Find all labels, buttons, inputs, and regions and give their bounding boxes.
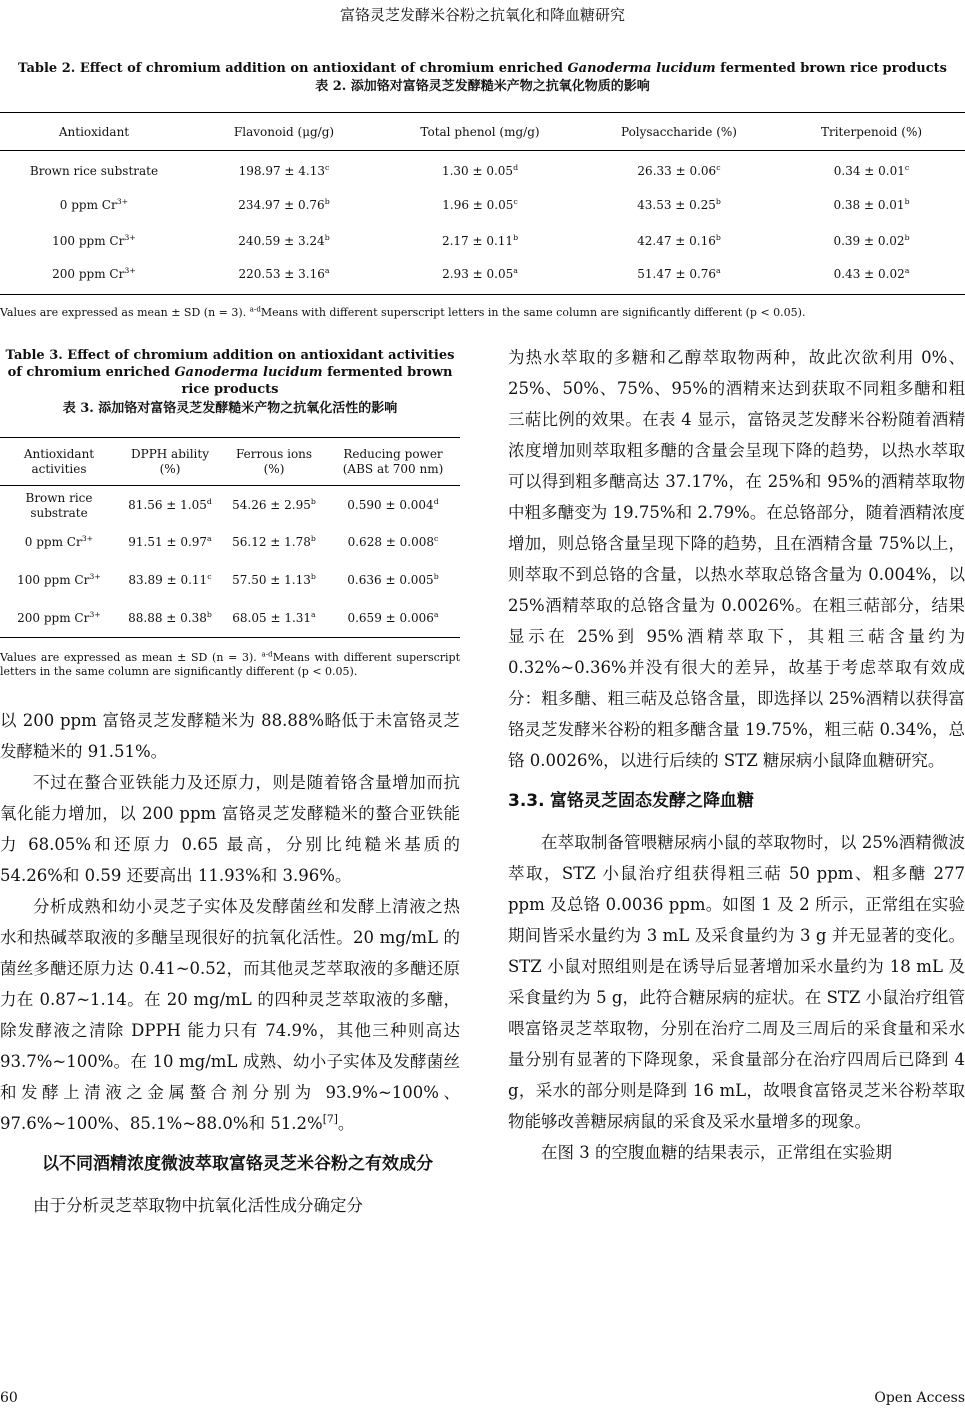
- table2-cell: [580, 259, 778, 295]
- table3-cell: [222, 562, 326, 600]
- page-number: 60: [0, 1390, 18, 1406]
- paragraph: 不过在螯合亚铁能力及还原力，则是随着铬含量增加而抗氧化能力增加，以 200 ppm 富铬灵芝发酵糙米的螯合亚铁能力 68.05%和还原力 0.65 最高，分别比纯糙米基质的 54.26%和 0.59 还要高出 11.93%和 3.96%。: [0, 773, 460, 885]
- significance-letter: d: [206, 497, 212, 507]
- cell-value: 54.26 ± 2.95: [232, 498, 311, 513]
- table2-cell: [778, 187, 965, 223]
- table2-cell: [380, 259, 580, 295]
- row-label-text: 100 ppm Cr: [52, 233, 125, 248]
- table2-caption: [0, 60, 965, 96]
- significance-letter: b: [310, 534, 316, 543]
- cell-value: 91.51 ± 0.97: [128, 535, 208, 549]
- significance-letter: c: [716, 162, 721, 172]
- table3-cell: [222, 600, 326, 638]
- row-label-text: Brown rice: [25, 490, 93, 505]
- table3-row: [0, 486, 460, 524]
- cell-value: 0.590 ± 0.004: [347, 498, 434, 513]
- significance-letter: c: [325, 162, 330, 172]
- left-column: [0, 705, 460, 1221]
- table3-cell: [222, 524, 326, 562]
- row-label-text: 200 ppm Cr: [52, 267, 125, 282]
- row-label-sup: 3+: [81, 534, 94, 543]
- cell-value: 83.89 ± 0.11: [128, 573, 208, 587]
- table3-cell: [118, 562, 222, 600]
- table3-cell: [118, 600, 222, 638]
- significance-letter: b: [715, 196, 721, 206]
- table3-cell: [326, 486, 460, 524]
- paragraph: 分析成熟和幼小灵芝子实体及发酵菌丝和发酵上清液之热水和热碱萃取液的多醣呈现很好的抗氧化活性。20 mg/mL 的菌丝多醣还原力达 0.41~0.52，而其他灵芝萃取液的多醣还原力在 0.87~1.14。在 20 mg/mL 的四种灵芝萃取液的多醣，除发酵液之清除 DPPH 能力只有 74.9%，其他三种则高达 93.7%~100%。在 10 mg/mL 成熟、幼小子实体及发酵菌丝和发酵上清液之金属螯合剂分别为 93.9%~100%、97.6%~100%、85.1%~88.0%和 51.2%[7]。: [0, 897, 460, 1133]
- table2-note: Values are expressed as mean ± SD (n = 3). $^{a-d}$Means with different superscript letters in the same column are significantly different (p < 0.05).: [0, 304, 806, 319]
- significance-letter: a: [433, 609, 439, 619]
- cell-value: 43.53 ± 0.25: [637, 197, 716, 212]
- table2-row: [0, 259, 965, 295]
- cell-value: 0.38 ± 0.01: [833, 197, 905, 212]
- cell-value: 0.39 ± 0.02: [833, 233, 905, 248]
- significance-letter: b: [324, 196, 330, 206]
- row-label-text: Brown rice substrate: [29, 163, 159, 178]
- table3-row-label: [0, 486, 118, 524]
- table3-cell: [326, 562, 460, 600]
- significance-letter: b: [310, 497, 316, 507]
- cell-value: 2.93 ± 0.05: [442, 267, 514, 282]
- table2-cell: [778, 259, 965, 295]
- paragraph: 在萃取制备管喂糖尿病小鼠的萃取物时，以 25%酒精微波萃取，STZ 小鼠治疗组获得粗三萜 50 ppm、粗多醣 277 ppm 及总铬 0.0036 ppm。如图 1 及 2 所示，正常组在实验期间皆采水量约为 3 mL 及采食量约为 3 g 并无显著的变化。STZ 小鼠对照组则是在诱导后显著增加采水量约为 18 mL 及采食量约为 5 g，此符合糖尿病的症状。在 STZ 小鼠治疗组管喂富铬灵芝萃取物，分别在治疗二周及三周后的采食量和采水量分别有显著的下降现象，采食量部分在治疗四周后已降到 4 g，采水的部分则是降到 16 mL，故喂食富铬灵芝米谷粉萃取物能够改善糖尿病鼠的采食及采水量增多的现象。: [508, 833, 965, 1131]
- table2-cell: [778, 223, 965, 259]
- cell-value: 240.59 ± 3.24: [238, 233, 325, 248]
- cell-value: 51.47 ± 0.76: [637, 267, 717, 282]
- significance-letter: a: [311, 609, 316, 619]
- table2-header-row: [0, 113, 965, 151]
- cell-value: 1.96 ± 0.05: [442, 197, 514, 212]
- row-label-text: 100 ppm Cr: [17, 573, 90, 587]
- table3-cell: [326, 600, 460, 638]
- paragraph: 以 200 ppm 富铬灵芝发酵糙米为 88.88%略低于未富铬灵芝发酵糙米的 91.51%。: [0, 711, 460, 761]
- row-label-sup: 3+: [124, 266, 136, 276]
- row-label-text: 200 ppm Cr: [17, 610, 90, 625]
- row-label-sup: 3+: [89, 572, 101, 581]
- significance-letter: b: [310, 572, 316, 581]
- cell-value: 42.47 ± 0.16: [637, 233, 716, 248]
- table3-row: [0, 524, 460, 562]
- significance-letter: a: [904, 266, 910, 276]
- table3-header-cell: Antioxidant activities: [0, 438, 118, 486]
- table2-cell: [580, 151, 778, 187]
- table2-row: [0, 151, 965, 187]
- cell-value: 220.53 ± 3.16: [238, 267, 325, 282]
- table3-cell: [118, 486, 222, 524]
- significance-letter: d: [433, 497, 439, 507]
- table3-row-label: [0, 562, 118, 600]
- table3-header-row: [0, 438, 460, 486]
- table3-cell: [326, 524, 460, 562]
- table3-header-cell: Ferrous ions (%): [222, 438, 326, 486]
- significance-letter: b: [433, 572, 439, 581]
- cell-value: 68.05 ± 1.31: [232, 610, 312, 625]
- cell-value: 88.88 ± 0.38: [128, 610, 207, 625]
- paragraph: 由于分析灵芝萃取物中抗氧化活性成分确定分: [33, 1196, 363, 1215]
- cell-value: 81.56 ± 1.05: [128, 498, 207, 513]
- significance-letter: a: [207, 534, 212, 543]
- row-label-sup: 3+: [116, 196, 129, 206]
- table2-cell: [188, 187, 380, 223]
- table2-cell: [580, 223, 778, 259]
- section-heading-3-3: 3.3. 富铬灵芝固态发酵之降血糖: [508, 791, 754, 811]
- table3-row-label: [0, 600, 118, 638]
- table2: [0, 112, 965, 295]
- table3: [0, 437, 460, 638]
- significance-letter: a: [513, 266, 518, 276]
- row-label-text: 0 ppm Cr: [59, 197, 117, 212]
- table3-header-cell: DPPH ability (%): [118, 438, 222, 486]
- table2-cell: [380, 151, 580, 187]
- cell-value: 57.50 ± 1.13: [232, 573, 311, 587]
- table2-header-cell: Flavonoid (μg/g): [188, 113, 380, 151]
- cell-value: 0.636 ± 0.005: [347, 573, 434, 587]
- cell-value: 56.12 ± 1.78: [232, 535, 311, 549]
- table3-caption-zh: 表 3. 添加铬对富铬灵芝发酵糙米产物之抗氧化活性的影响: [62, 401, 398, 416]
- table3-row-label: [0, 524, 118, 562]
- table2-cell: [188, 259, 380, 295]
- significance-letter: b: [206, 609, 212, 619]
- significance-letter: d: [513, 162, 519, 172]
- table3-row: [0, 562, 460, 600]
- table2-cell: [580, 187, 778, 223]
- significance-letter: a: [716, 266, 721, 276]
- citation: [7]: [322, 1112, 338, 1126]
- table3-caption-en: Table 3. Effect of chromium addition on antioxidant activities of chromium enriched Ganoderma lucidum fermented brown rice products: [5, 348, 455, 397]
- row-label-sup: 3+: [89, 609, 101, 619]
- row-label-text: substrate: [30, 505, 88, 520]
- table3-row: [0, 600, 460, 638]
- table2-cell: [188, 151, 380, 187]
- paragraph: 为热水萃取的多糖和乙醇萃取物两种，故此次欲利用 0%、25%、50%、75%、95%的酒精来达到获取不同粗多醣和粗三萜比例的效果。在表 4 显示，富铬灵芝发酵米谷粉随着酒精浓度增加则萃取粗多醣的含量会呈现下降的趋势，以热水萃取可以得到粗多醣高达 37.17%，在 25%和 95%的酒精萃取物中粗多醣变为 19.75%和 2.79%。在总铬部分，随着酒精浓度增加，则总铬含量呈现下降的趋势，且在酒精含量 75%以上，则萃取不到总铬的含量，以热水萃取总铬含量为 0.004%，以 25%酒精萃取的总铬含量为 0.0026%。在粗三萜部分，结果显示在 25%到 95%酒精萃取下，其粗三萜含量约为 0.32%~0.36%并没有很大的差异，故基于考虑萃取有效成分：粗多醣、粗三萜及总铬含量，即选择以 25%酒精以获得富铬灵芝发酵米谷粉的粗多醣含量 19.75%，粗三萜 0.34%，总铬 0.0026%，以进行后续的 STZ 糖尿病小鼠降血糖研究。: [508, 348, 965, 770]
- cell-value: 198.97 ± 4.13: [238, 163, 325, 178]
- table3-cell: [118, 524, 222, 562]
- table2-header-cell: Total phenol (mg/g): [380, 113, 580, 151]
- significance-letter: c: [434, 534, 439, 543]
- cell-value: 0.34 ± 0.01: [833, 163, 905, 178]
- row-label-sup: 3+: [124, 232, 136, 242]
- cell-value: 0.659 ± 0.006: [347, 610, 434, 625]
- significance-letter: b: [324, 232, 330, 242]
- significance-letter: c: [904, 162, 910, 172]
- significance-letter: c: [207, 572, 212, 581]
- cell-value: 1.30 ± 0.05: [441, 163, 514, 178]
- table2-row-label: [0, 223, 188, 259]
- table2-row: [0, 223, 965, 259]
- journal-name: Open Access: [874, 1390, 965, 1406]
- cell-value: 0.43 ± 0.02: [833, 267, 905, 282]
- significance-letter: c: [513, 196, 518, 206]
- table2-row-label: [0, 187, 188, 223]
- table2-caption-zh: 表 2. 添加铬对富铬灵芝发酵糙米产物之抗氧化物质的影响: [315, 79, 650, 94]
- cell-value: 2.17 ± 0.11: [441, 233, 514, 248]
- table2-cell: [380, 223, 580, 259]
- table3-header-cell: Reducing power (ABS at 700 nm): [326, 438, 460, 486]
- table2-cell: [380, 187, 580, 223]
- table3-cell: [222, 486, 326, 524]
- cell-value: 26.33 ± 0.06: [637, 163, 717, 178]
- table2-row: [0, 187, 965, 223]
- table2-cell: [778, 151, 965, 187]
- table2-cell: [188, 223, 380, 259]
- table2-caption-en: Table 2. Effect of chromium addition on antioxidant of chromium enriched Ganoderma lucidum fermented brown rice products: [18, 61, 947, 76]
- table2-header-cell: Antioxidant: [0, 113, 188, 151]
- significance-letter: b: [904, 196, 910, 206]
- table3-caption: [0, 347, 460, 417]
- running-head: 富铬灵芝发酵米谷粉之抗氧化和降血糖研究: [339, 6, 625, 24]
- significance-letter: b: [715, 232, 721, 242]
- cell-value: 234.97 ± 0.76: [238, 197, 325, 212]
- paragraph: 在图 3 的空腹血糖的结果表示，正常组在实验期: [541, 1143, 892, 1162]
- table2-header-cell: Triterpenoid (%): [778, 113, 965, 151]
- cell-value: 0.628 ± 0.008: [347, 535, 434, 549]
- significance-letter: b: [904, 232, 910, 242]
- significance-letter: b: [513, 232, 519, 242]
- table2-header-cell: Polysaccharide (%): [580, 113, 778, 151]
- table3-note: Values are expressed as mean ± SD (n = 3). $^{a-d}$Means with different superscript letters in the same column are significantly different (p < 0.05).: [0, 649, 460, 678]
- table2-row-label: [0, 151, 188, 187]
- right-column: [508, 342, 965, 1168]
- row-label-text: 0 ppm Cr: [24, 535, 82, 549]
- significance-letter: a: [324, 266, 330, 276]
- section-heading-3-2: 以不同酒精浓度微波萃取富铬灵芝米谷粉之有效成分: [42, 1154, 433, 1174]
- table2-row-label: [0, 259, 188, 295]
